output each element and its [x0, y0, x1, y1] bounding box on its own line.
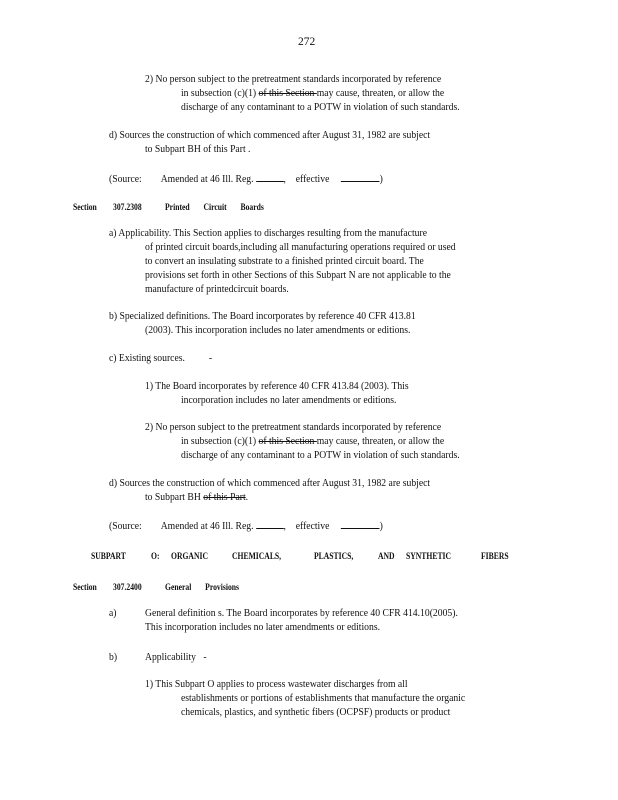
heading-word: SYNTHETIC: [406, 551, 452, 561]
blank-line: [256, 172, 284, 182]
heading-word: O:: [151, 551, 160, 561]
source-note: [109, 519, 383, 533]
blank-line: [256, 519, 284, 529]
section-label: Section: [73, 202, 97, 212]
text-run: .: [245, 492, 249, 503]
paragraph-line: a) Applicability. This Section applies to discharges resulting from the manufacture: [109, 228, 427, 239]
paragraph-line: b) Specialized definitions. The Board incorporates by reference 40 CFR 413.81: [109, 311, 416, 322]
source-text: Amended at 46 Ill. Reg.: [160, 174, 254, 185]
struck-text: of this Section: [258, 436, 317, 447]
section-number: 307.2308: [113, 202, 142, 212]
paragraph-line: 2) No person subject to the pretreatment standards incorporated by reference: [145, 422, 442, 433]
heading-word: SUBPART: [91, 551, 126, 561]
paragraph-line: of printed circuit boards,including all manufacturing operations required or used: [145, 242, 456, 253]
source-text: Amended at 46 Ill. Reg.: [160, 521, 254, 532]
paragraph-line: [145, 651, 207, 664]
effective-label: effective: [295, 174, 330, 185]
section-title: General Provisions: [165, 582, 240, 592]
text-run: may cause, threaten, or allow the: [316, 436, 445, 447]
paragraph-line: 1) The Board incorporates by reference 40 CFR 413.84 (2003). This: [145, 381, 409, 392]
section-title: Printed Circuit Boards: [165, 202, 264, 212]
paragraph-line: manufacture of printedcircuit boards.: [145, 284, 289, 295]
struck-text: of this Part: [203, 492, 246, 503]
paragraph-line: d) Sources the construction of which commenced after August 31, 1982 are subject: [109, 478, 431, 489]
paragraph-line: 1) This Subpart O applies to process wastewater discharges from all: [145, 679, 408, 690]
paragraph-line: [145, 491, 248, 504]
comma: ,: [283, 521, 286, 532]
heading-word: CHEMICALS,: [232, 551, 282, 561]
effective-label: effective: [295, 521, 330, 532]
text-run: may cause, threaten, or allow the: [316, 88, 445, 99]
paragraph-line: [181, 87, 444, 100]
text-run: in subsection (c)(1): [181, 88, 259, 99]
dash: -: [208, 353, 213, 364]
text-run: Applicability: [145, 652, 196, 663]
paragraph-line: [181, 435, 444, 448]
text-run: c) Existing sources.: [109, 353, 185, 364]
paragraph-line: discharge of any contaminant to a POTW in violation of such standards.: [181, 450, 460, 461]
section-label: Section: [73, 582, 97, 592]
heading-word: ORGANIC: [171, 551, 208, 561]
paragraph-line: discharge of any contaminant to a POTW in violation of such standards.: [181, 102, 460, 113]
heading-word: PLASTICS,: [314, 551, 354, 561]
source-note: [109, 172, 383, 186]
close-paren: ): [379, 521, 383, 532]
paragraph-line: provisions set forth in other Sections of this Subpart N are not applicable to the: [145, 270, 451, 281]
paragraph-line: d) Sources the construction of which commenced after August 31, 1982 are subject: [109, 130, 431, 141]
paragraph-line: establishments or portions of establishments that manufacture the organic: [181, 693, 466, 704]
existing-sources-heading: [109, 352, 212, 365]
heading-word: FIBERS: [481, 551, 509, 561]
source-label: (Source:: [109, 174, 142, 185]
paragraph-line: 2) No person subject to the pretreatment standards incorporated by reference: [145, 74, 442, 85]
blank-line: [341, 519, 380, 529]
page-number: 272: [298, 36, 316, 48]
comma: ,: [283, 174, 286, 185]
close-paren: ): [379, 174, 383, 185]
source-label: (Source:: [109, 521, 142, 532]
paragraph-line: to Subpart BH of this Part .: [145, 144, 251, 155]
list-marker: a): [109, 608, 117, 619]
section-number: 307.2400: [113, 582, 142, 592]
paragraph-line: (2003). This incorporation includes no later amendments or editions.: [145, 325, 411, 336]
heading-word: AND: [378, 551, 395, 561]
paragraph-line: incorporation includes no later amendments or editions.: [181, 395, 397, 406]
paragraph-line: This incorporation includes no later amendments or editions.: [145, 622, 381, 633]
list-marker: b): [109, 652, 118, 663]
paragraph-line: chemicals, plastics, and synthetic fibers (OCPSF) products or product: [181, 707, 451, 718]
dash: -: [203, 652, 207, 663]
text-run: in subsection (c)(1): [181, 436, 259, 447]
paragraph-line: to convert an insulating substrate to a finished printed circuit board. The: [145, 256, 424, 267]
blank-line: [341, 172, 380, 182]
paragraph-line: General definition s. The Board incorporates by reference 40 CFR 414.10(2005).: [145, 608, 458, 619]
struck-text: of this Section: [258, 88, 317, 99]
text-run: to Subpart BH: [145, 492, 204, 503]
